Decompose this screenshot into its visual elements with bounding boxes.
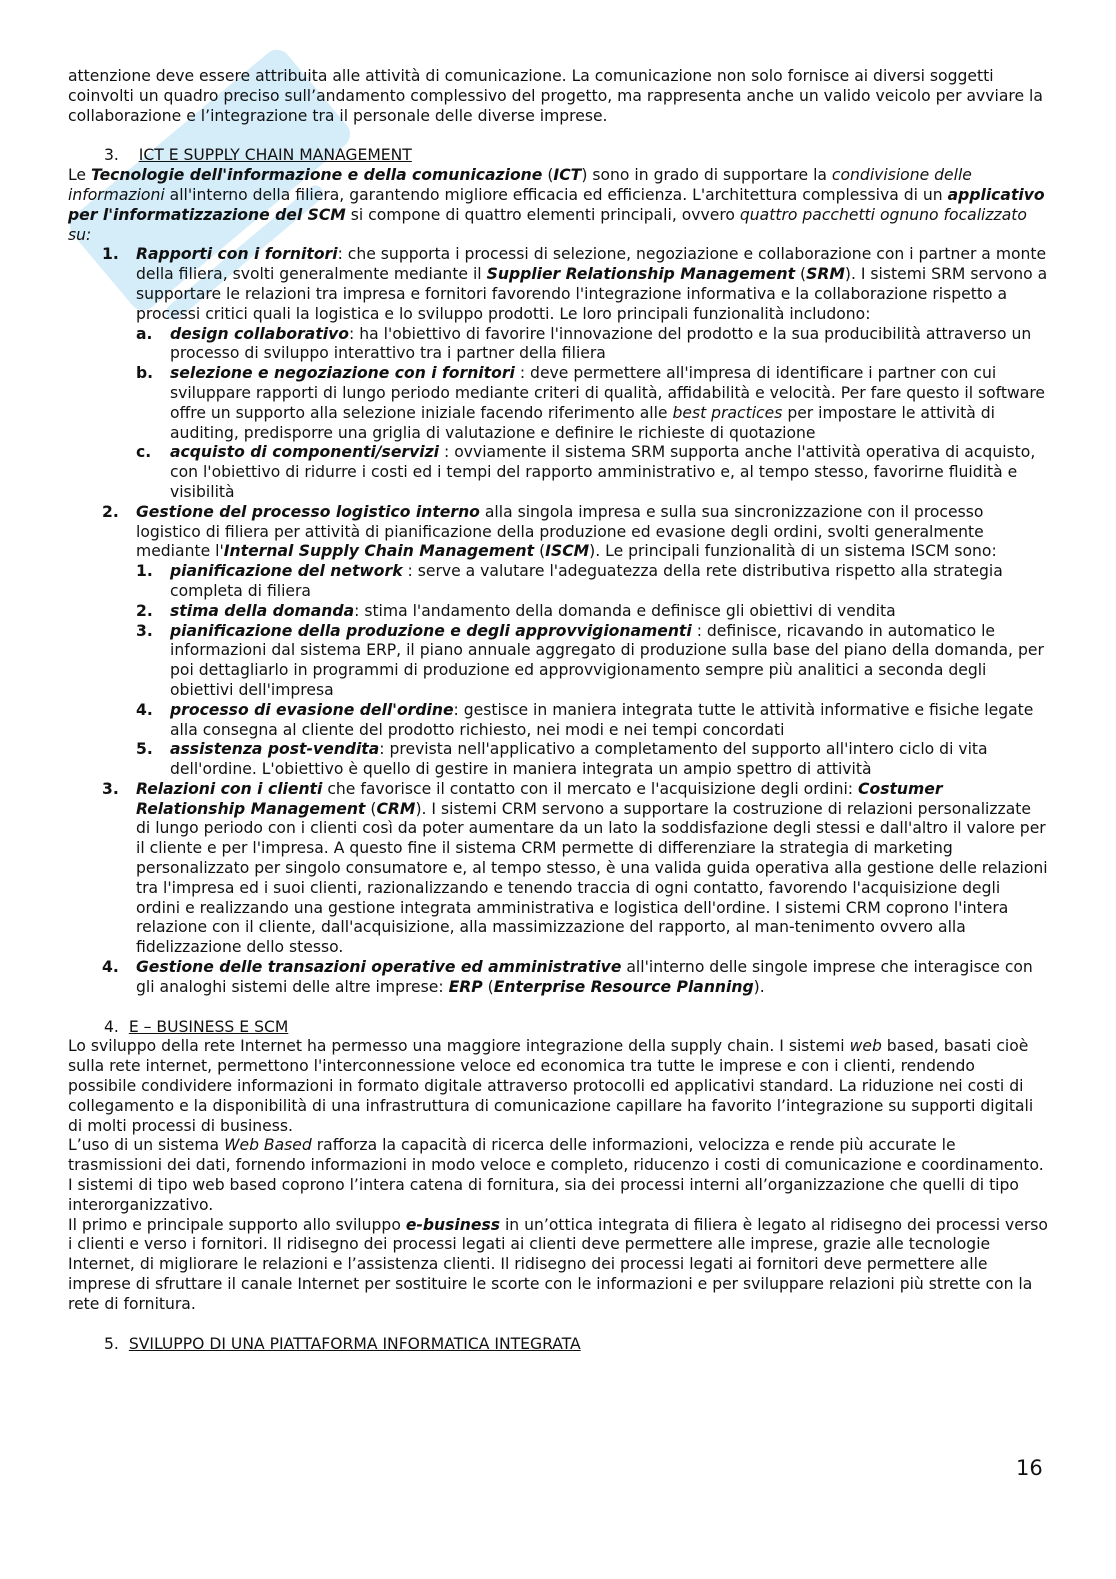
section-4-paragraph-3: Il primo e principale supporto allo sviluppo e-business in un’ottica integrata di filiera è legato al ridisegno dei processi verso i clienti e verso i fornitori. Il ridisegno dei processi legati ai clienti deve permettere alle imprese, grazie alle tecnologie Internet, di migliorare le relazioni e l’assistenza clienti. Il ridisegno dei processi legati ai fornitori deve permettere alle imprese di sfruttare il canale Internet per sostituire le scorte con le informazioni e per sviluppare relazioni più strette con la rete di fornitura. [68,1215,1048,1313]
page-number: 16 [1016,1456,1043,1480]
section-4-title: E – BUSINESS E SCM [128,1017,289,1036]
section-5-title: SVILUPPO DI UNA PIATTAFORMA INFORMATICA INTEGRATA [128,1334,581,1353]
sub-item-post-vendita: 5. assistenza post-vendita: prevista nell'applicativo a completamento del supporto all'intero ciclo di vita dell'ordine. L'obiettivo è quello di gestire in maniera integrata un ampio spettro di attività [136,740,988,779]
list-item-srm: 1. Rapporti con i fornitori: che supporta i processi di selezione, negoziazione e collaborazione con i partner a monte della filiera, svolti generalmente mediante il Supplier Relationship Management (SRM). I sistemi SRM servono a supportare le relazioni tra impresa e fornitori favorendo l'integrazione informativa e la collaborazione rispetto a processi critici quali la logistica e lo sviluppo prodotti. Le loro principali funzionalità includono: [102,245,1048,323]
list-item-erp: 4. Gestione delle transazioni operative ed amministrative all'interno delle singole imprese che interagisce con gli analoghi sistemi delle altre imprese: ERP (Enterprise Resource Planning). [102,958,1033,996]
section-4-paragraph-2: L’uso di un sistema Web Based rafforza la capacità di ricerca delle informazioni, velocizza e rende più accurate le trasmissioni dei dati, fornendo informazioni in modo veloce e completo, riducenzo i costi di comunicazione e coordinamento. I sistemi di tipo web based coprono l’intera catena di fornitura, sia dei processi interni all’organizzazione che quelli di tipo interorganizzativo. [68,1136,1044,1214]
list-item-crm: 3. Relazioni con i clienti che favorisce il contatto con il mercato e l'acquisizione degli ordini: Costumer Relationship Management (CRM). I sistemi CRM servono a supportare la costruzione di relazioni personalizzate di lungo periodo con i clienti così da poter aumentare da un lato la soddisfazione degli stessi e dall'altro il valore per il cliente e per l'impresa. A questo fine il sistema CRM permette di differenziare la strategia di marketing personalizzato per singolo consumatore e, al tempo stesso, è una valida guida operativa alla gestione delle relazioni tra l'impresa ed i suoi clienti, razionalizzando e tenendo traccia di ogni contatto, favorendo l'acquisizione degli ordini e realizzando una gestione integrata amministrativa e logistica dell'ordine. I sistemi CRM coprono l'intera relazione con il cliente, dall'acquisizione, alla massimizzazione del rapporto, al man-tenimento ovvero alla fidelizzazione dello stesso. [102,779,1048,957]
sub-item-produzione: 3. pianificazione della produzione e degli approvvigionamenti : definisce, ricavando in automatico le informazioni dal sistema ERP, il piano annuale aggregato di produzione sulla base del piano della domanda, per poi dettagliarlo in programmi di produzione ed approvvigionamento sempre più analitici a seconda degli obiettivi dell'impresa [136,621,1044,699]
section-5-heading: 5. SVILUPPO DI UNA PIATTAFORMA INFORMATICA INTEGRATA [104,1334,581,1353]
list-item-iscm: 2. Gestione del processo logistico interno alla singola impresa e sulla sua sincronizzazione con il processo logistico di filiera per attività di pianificazione della produzione ed evasione degli ordini, svolti generalmente mediante l'Internal Supply Chain Management (ISCM). Le principali funzionalità di un sistema ISCM sono: [102,502,997,561]
intro-paragraph: attenzione deve essere attribuita alle attività di comunicazione. La comunicazione non solo fornisce ai diversi soggetti coinvolti un quadro preciso sull’andamento complessivo del progetto, ma rappresenta anche un valido veicolo per avviare la collaborazione e l’integrazione tra il personale delle diverse imprese. [68,67,1043,125]
section-3-paragraph: Le Tecnologie dell'informazione e della comunicazione (ICT) sono in grado di supportare la condivisione delle informazioni all'interno della filiera, garantendo migliore efficacia ed efficienza. L'architettura complessiva di un applicativo per l'informatizzazione del SCM si compone di quattro elementi principali, ovvero quattro pacchetti ognuno focalizzato su: [68,166,1045,244]
sub-item-selezione-fornitori: b. selezione e negoziazione con i fornitori : deve permettere all'impresa di identificare i partner con cui sviluppare rapporti di lungo periodo mediante criteri di qualità, affidabilità e velocità. Per fare questo il software offre un supporto alla selezione iniziale facendo riferimento alle best practices per impostare le attività di auditing, predisporre una griglia di valutazione e definire le richieste di quotazione [136,364,1045,442]
sub-item-evasione: 4. processo di evasione dell'ordine: gestisce in maniera integrata tutte le attività informative e fisiche legate alla consegna al cliente del prodotto richiesto, nei modi e nei tempi concordati [136,700,1034,739]
sub-item-acquisto: c. acquisto di componenti/servizi : ovviamente il sistema SRM supporta anche l'attività operativa di acquisto, con l'obiettivo di ridurre i costi ed i tempi del rapporto amministrativo e, al tempo stesso, favorirne fluidità e visibilità [136,443,1036,501]
sub-item-domanda: 2. stima della domanda: stima l'andamento della domanda e definisce gli obiettivi di vendita [136,601,896,620]
section-4-heading: 4. E – BUSINESS E SCM [104,1017,289,1036]
sub-item-design-collaborativo: a. design collaborativo: ha l'obiettivo di favorire l'innovazione del prodotto e la sua producibilità attraverso un processo di sviluppo interattivo tra i partner della filiera [136,324,1032,363]
section-4-paragraph-1: Lo sviluppo della rete Internet ha permesso una maggiore integrazione della supply chain. I sistemi web based, basati cioè sulla rete internet, permettono l'interconnessione veloce ed economica tra tutte le imprese e con i clienti, rendendo possibile condividere informazioni in formato digitale attraverso protocolli ed applicativi standard. La riduzione nei costi di collegamento e la disponibilità di una infrastruttura di comunicazione capillare ha favorito l’integrazione su supporti digitali di molti processi di business. [68,1037,1034,1135]
section-3-heading: 3. ICT E SUPPLY CHAIN MANAGEMENT [104,146,412,165]
sub-item-network: 1. pianificazione del network : serve a valutare l'adeguatezza della rete distributiva rispetto alla strategia completa di filiera [136,562,1003,600]
section-3-title: ICT E SUPPLY CHAIN MANAGEMENT [138,146,412,165]
document-page [68,67,1048,1354]
